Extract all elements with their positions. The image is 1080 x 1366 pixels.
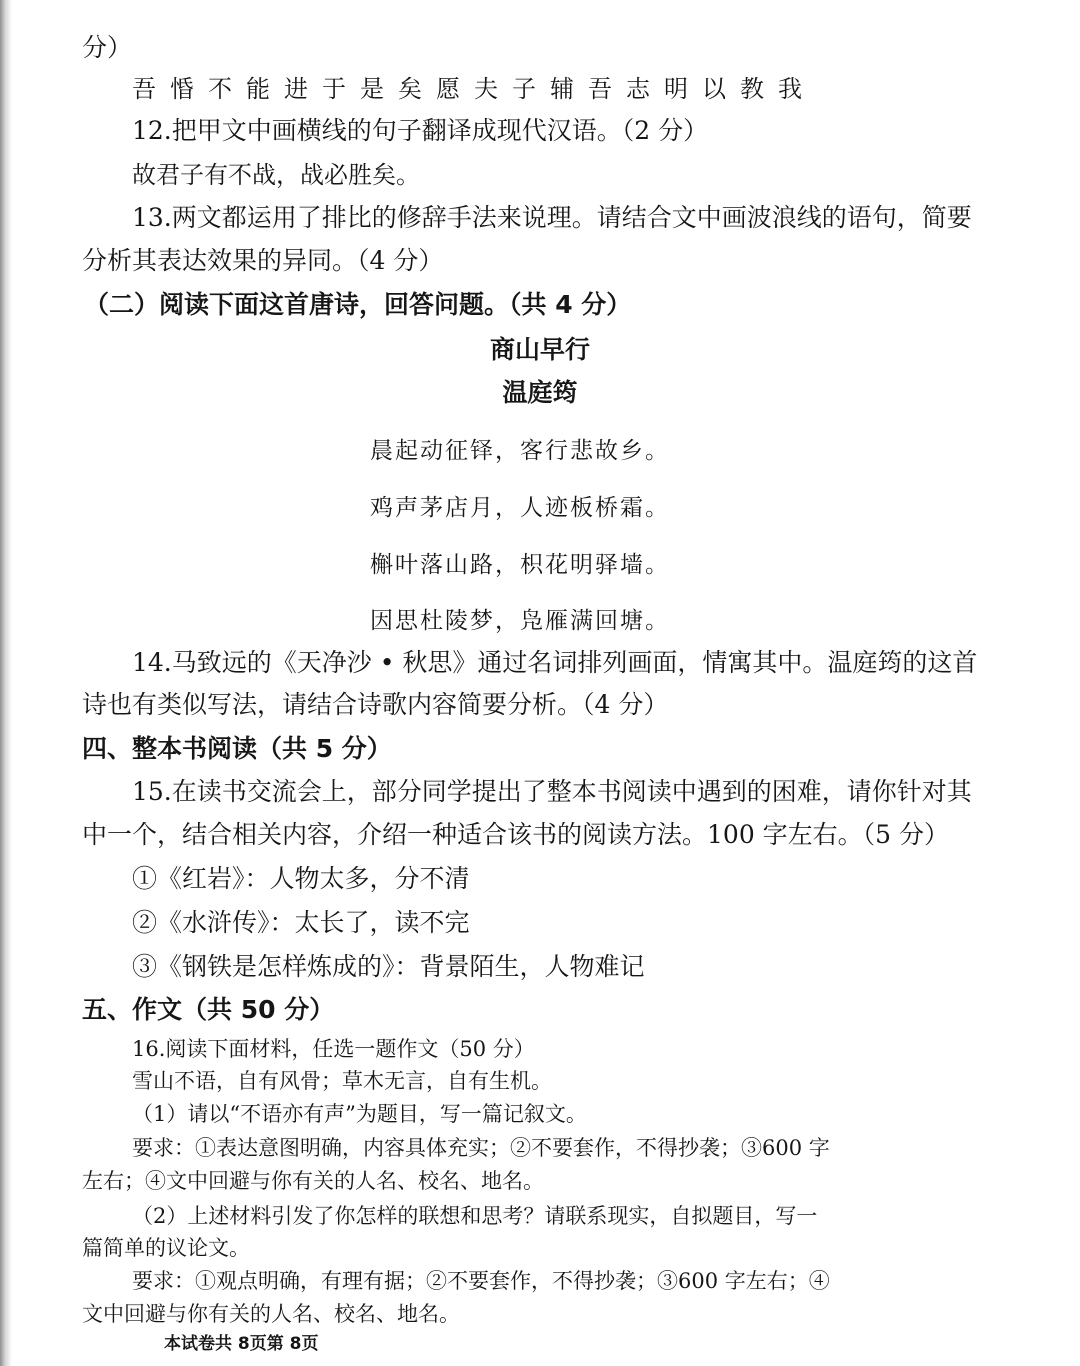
question-15-line-2: 中一个，结合相关内容，介绍一种适合该书的阅读方法。100 字左右。（5 分） (82, 820, 950, 849)
writing-material: 雪山不语，自有风骨；草木无言，自有生机。 (132, 1069, 552, 1093)
writing-option-2-line-2: 篇简单的议论文。 (82, 1236, 250, 1260)
question-13-line-2: 分析其表达效果的异同。（4 分） (82, 246, 444, 275)
question-13-line-1: 13.两文都运用了排比的修辞手法来说理。请结合文中画波浪线的语句，简要 (132, 203, 972, 232)
writing-option-1-requirements-line-1: 要求：①表达意图明确，内容具体充实；②不要套作，不得抄袭；③600 字 (132, 1136, 830, 1160)
punctuation-exercise-text: 吾惛不能进于是矣愿夫子辅吾志明以教我 (132, 75, 816, 103)
writing-option-2-requirements-line-2: 文中回避与你有关的人名、校名、地名。 (82, 1302, 460, 1326)
writing-option-1: （1）请以“不语亦有声”为题目，写一篇记叙文。 (132, 1102, 587, 1126)
writing-option-2-requirements-line-1: 要求：①观点明确，有理有据；②不要套作，不得抄袭；③600 字左右；④ (132, 1269, 830, 1293)
section-4-heading: 四、整本书阅读（共 5 分） (82, 734, 392, 763)
question-14-line-2: 诗也有类似写法，请结合诗歌内容简要分析。（4 分） (82, 690, 669, 719)
continued-score-marker: 分） (82, 33, 133, 62)
poem-author: 温庭筠 (502, 378, 578, 407)
page-footer: 本试卷共 8页第 8页 (164, 1334, 319, 1354)
writing-option-1-requirements-line-2: 左右；④文中回避与你有关的人名、校名、地名。 (82, 1169, 544, 1193)
section-5-heading: 五、作文（共 50 分） (82, 995, 335, 1024)
question-15-line-1: 15.在读书交流会上，部分同学提出了整本书阅读中遇到的困难，请你针对其 (132, 777, 972, 806)
section-2-heading: （二）阅读下面这首唐诗，回答问题。（共 4 分） (84, 290, 632, 319)
poem-line-3: 槲叶落山路，枳花明驿墙。 (370, 552, 670, 578)
question-16: 16.阅读下面材料，任选一题作文（50 分） (132, 1037, 535, 1061)
writing-option-2-line-1: （2）上述材料引发了你怎样的联想和思考？请联系现实，自拟题目，写一 (132, 1204, 818, 1228)
poem-line-2: 鸡声茅店月，人迹板桥霜。 (370, 495, 670, 521)
book-option-3: ③《钢铁是怎样炼成的》：背景陌生，人物难记 (132, 952, 645, 981)
poem-line-4: 因思杜陵梦，凫雁满回塘。 (370, 608, 670, 634)
book-option-1: ①《红岩》：人物太多，分不清 (132, 864, 470, 893)
question-12: 12.把甲文中画横线的句子翻译成现代汉语。（2 分） (132, 116, 709, 145)
question-14-line-1: 14.马致远的《天净沙 • 秋思》通过名词排列画面，情寓其中。温庭筠的这首 (132, 648, 978, 677)
scan-edge-shadow (0, 0, 12, 1366)
translation-sentence: 故君子有不战，战必胜矣。 (132, 161, 420, 189)
poem-line-1: 晨起动征铎，客行悲故乡。 (370, 438, 670, 464)
poem-title: 商山早行 (489, 335, 590, 364)
book-option-2: ②《水浒传》：太长了，读不完 (132, 908, 470, 937)
